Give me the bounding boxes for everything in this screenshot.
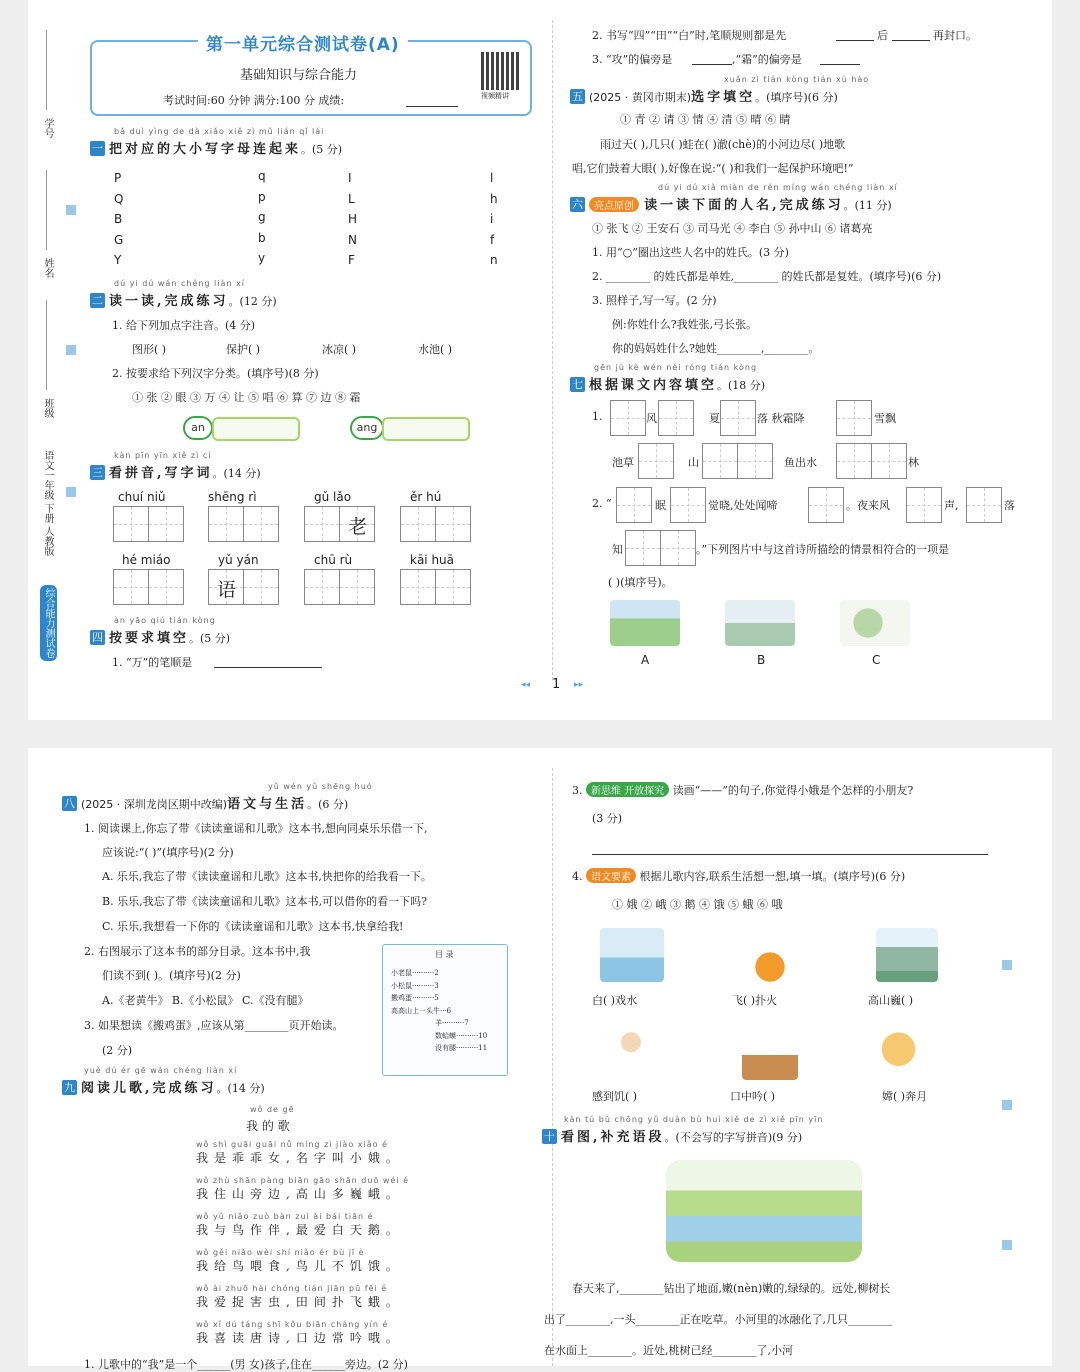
poem-picture-a (610, 600, 680, 646)
writing-cell[interactable] (658, 400, 694, 436)
question-text: 3. 如果想读《搬鸡蛋》,应该从第________页开始读。 (84, 1019, 344, 1032)
swan-picture (600, 928, 664, 982)
section-title: 读一读,完成练习 (109, 294, 229, 309)
option-b: B. 乐乐,我忘了带《读读童谣和儿歌》这本书,可以借你的看一下吗? (102, 895, 427, 908)
question-text: 2. 右图展示了这本书的部分目录。这本书中,我 (84, 945, 311, 958)
picture-label: C (872, 653, 881, 667)
side-marker (66, 487, 76, 497)
writing-cell[interactable] (304, 506, 340, 542)
writing-cell[interactable] (720, 400, 756, 436)
section-source: (2025 · 深圳龙岗区期中改编) (81, 798, 228, 811)
section-pinyin: gēn jù kè wén nèi róng tián kòng (594, 363, 758, 372)
section-number: 三 (92, 466, 103, 479)
exam-page-2 (28, 748, 1052, 1371)
question-text: 1. 用“○”圈出这些人名中的姓氏。(3 分) (592, 246, 789, 259)
char-options: ① 娥 ② 峨 ③ 鹅 ④ 饿 ⑤ 蛾 ⑥ 哦 (612, 898, 783, 911)
question-text: 1. 儿歌中的“我”是一个______(男 女)孩子,住在______旁边。(2 分) (84, 1358, 408, 1371)
writing-cell[interactable] (148, 569, 184, 605)
poem-char: 。夜来风 (846, 499, 890, 512)
question-text: 后 (877, 29, 888, 42)
poem-title: 我 的 歌 (246, 1119, 290, 1133)
section-number: 八 (64, 797, 75, 810)
poem-char: 山 (688, 456, 699, 469)
passage-line: 春天来了,________钻出了地面,嫩(nèn)嫩的,绿绿的。远处,柳树长 (572, 1282, 891, 1295)
poem-char: 落 (1004, 499, 1015, 512)
writing-cell[interactable] (836, 443, 872, 479)
side-marker (1002, 1240, 1012, 1250)
section-pinyin: dú yi dú wán chéng liàn xí (114, 279, 245, 288)
question-3: 3. 新思维 开放探究 读画“——”的句子,你觉得小娥是个怎样的小朋友? (572, 784, 914, 797)
new-thinking-tag: 新思维 开放探究 (586, 782, 669, 797)
section-10-heading (542, 1126, 802, 1145)
section-title: 选字填空 (691, 90, 756, 105)
section-pinyin: àn yāo qiú tián kòng (114, 616, 216, 625)
moth-fire-picture (748, 932, 792, 982)
question-text: 。”下列图片中与这首诗所描绘的情景相符合的一项是 (696, 543, 950, 556)
section-pinyin: yuè dú ér gē wán chéng liàn xí (84, 1066, 238, 1075)
pinyin-prompt: shēng rì (208, 490, 257, 504)
picture-label: A (641, 653, 650, 667)
section-title: 读一读下面的人名,完成练习 (644, 198, 844, 213)
question-number: 1. (592, 410, 603, 423)
section-score: 。(5 分) (301, 143, 343, 156)
section-title: 把对应的大小写字母连起来 (109, 142, 302, 157)
name-label: 姓名 (42, 258, 53, 278)
poem-char: 落 秋霜降 (757, 412, 805, 425)
section-title: 看图,补充语段 (561, 1130, 665, 1145)
fill-item: 高山巍( ) (868, 994, 914, 1007)
qr-caption: 视频精讲 (481, 92, 509, 100)
poem-char: 夏 (709, 412, 720, 425)
pinyin-prompt: chuí niǔ (118, 490, 166, 504)
question-text: 2. ________ 的姓氏都是单姓,________ 的姓氏都是复姓。(填序号)(6 分) (592, 270, 942, 283)
question-text: 应该说:“( )”(填序号)(2 分) (102, 846, 234, 859)
question-text: 们读不到( )。(填序号)(2 分) (102, 969, 241, 982)
reading-boy-picture (742, 1024, 798, 1080)
question-text: 3. 照样子,写一写。(2 分) (592, 294, 717, 307)
writing-cell[interactable] (808, 487, 844, 523)
writing-cell[interactable] (243, 569, 279, 605)
section-score: 。(11 分) (843, 199, 892, 212)
edition-band: 语文一年级 下册 人教版 (42, 450, 53, 557)
an-answer-box[interactable] (212, 417, 300, 441)
question-text: ,“霜”的偏旁是 (732, 53, 802, 66)
section-score: 。(填序号)(6 分) (755, 91, 838, 104)
section-pinyin: yǔ wén yǔ shēng huó (268, 782, 373, 791)
answer-blank[interactable] (214, 667, 322, 668)
options-line: A.《老黄牛》 B.《小松鼠》 C.《没有腿》 (102, 994, 309, 1007)
writing-cell[interactable] (435, 506, 471, 542)
writing-cell[interactable] (616, 487, 652, 523)
section-title: 看拼音,写字词 (109, 466, 213, 481)
poem-char: 林 (908, 456, 919, 469)
question-text: 2. 按要求给下列汉字分类。(填序号)(8 分) (112, 367, 319, 380)
writing-cell-filled: 老 (339, 506, 375, 542)
question-text: 3. “攻”的偏旁是 (592, 53, 673, 66)
writing-cell[interactable] (208, 506, 244, 542)
writing-cell[interactable] (610, 400, 646, 436)
section-6-heading (570, 194, 892, 213)
section-pinyin: kàn tú bǔ chōng yǔ duàn bù huì xiě de zì xiě pīn yīn (564, 1115, 824, 1124)
section-3-heading (90, 462, 261, 481)
side-marker (66, 205, 76, 215)
divider (46, 170, 47, 250)
writing-cell[interactable] (660, 530, 696, 566)
writing-cell[interactable] (625, 530, 661, 566)
writing-cell[interactable] (243, 506, 279, 542)
section-score: 。(不会写的字写拼音)(9 分) (664, 1131, 803, 1144)
class-label: 班级 (42, 398, 53, 418)
section-number: 二 (92, 294, 103, 307)
passage-line: 在水面上________。近处,桃树已经________了,小河 (544, 1344, 793, 1357)
poem-char: 声, (944, 499, 959, 512)
question-text: ( )(填序号)。 (608, 576, 673, 589)
poem-picture-b (725, 600, 795, 646)
fill-item: 嫦( )奔月 (882, 1090, 928, 1103)
section-number: 四 (92, 631, 103, 644)
divider (46, 300, 47, 390)
prev-page-icon[interactable]: ◂◂ (521, 680, 531, 690)
section-title: 语文与生活 (227, 797, 308, 812)
poem-char: 鱼出水 (784, 456, 817, 469)
fill-item: 飞( )扑火 (732, 994, 778, 1007)
section-score: 。(6 分) (307, 798, 349, 811)
poem-char: 风 (646, 412, 657, 425)
answer-line[interactable] (592, 854, 988, 855)
section-pinyin: bǎ duì yìng de dà xiǎo xiě zì mǔ lián qǐ lái (114, 127, 325, 136)
poem-body: wǒ shì guāi guāi nǚ míng zì jiào xiǎo é 我是乖乖女,名字叫小娥。 wǒ zhù shān pàng biān gāo shān duō wéi é 我住山旁边,高山多巍峨。 wǒ yǔ niǎo zuò bàn zuì ài bái tiān é 我与鸟作伴,最爱白天鹅。 wǒ gěi niǎo wèi shí niǎo ér bù jī è 我给鸟喂食,鸟儿不饥饿。 wǒ ài zhuō hài chóng tián jiān pū fēi é 我爱捉害虫,田间扑飞蛾。 wǒ xǐ dú táng shī kǒu biān cháng yín é 我喜读唐诗,口边常吟哦。 (196, 1140, 410, 1345)
char-options: ① 青 ② 请 ③ 情 ④ 清 ⑤ 晴 ⑥ 睛 (620, 113, 791, 126)
writing-cell[interactable] (966, 487, 1002, 523)
letter-column: l h i f n (490, 171, 498, 267)
writing-cell[interactable] (435, 569, 471, 605)
exam-meta: 考试时间:60 分钟 满分:100 分 成绩: (163, 94, 345, 107)
section-score: 。(12 分) (228, 295, 277, 308)
section-pinyin: xuǎn zì tián kòng tián xù hào (724, 75, 870, 84)
writing-cell[interactable] (400, 569, 436, 605)
answer-blank[interactable] (836, 40, 874, 41)
section-1-heading (90, 138, 342, 157)
section-2-heading (90, 290, 277, 309)
letter-column: P Q B G Y (114, 171, 124, 267)
mountain-picture (876, 928, 938, 982)
fill-item: 白( )戏水 (592, 994, 638, 1007)
highlight-tag: 亮点原创 (589, 197, 639, 212)
section-8-heading (62, 793, 348, 812)
score-blank (406, 106, 458, 107)
poem-char: 知 (612, 543, 623, 556)
poem-char: 池草 (612, 456, 634, 469)
poem-char: 眠 (655, 499, 666, 512)
question-score: (2 分) (102, 1044, 133, 1057)
pinyin-prompt: gǔ lǎo (314, 490, 352, 504)
writing-cell[interactable] (670, 487, 706, 523)
passage-line: 雨过天( ),几只( )蛙在( )澈(chè)的小河边尽( )地歌 (600, 138, 846, 151)
page-subtitle: 基础知识与综合能力 (240, 68, 358, 83)
writing-cell-filled: 语 (208, 569, 244, 605)
letter-column: I L H N F (348, 171, 358, 267)
example-text: 例:你姓什么?我姓张,弓长张。 (612, 318, 758, 331)
section-score: 。(5 分) (189, 632, 231, 645)
side-marker (1002, 1100, 1012, 1110)
writing-cell[interactable] (836, 400, 872, 436)
key-element-tag: 语文要素 (586, 868, 636, 883)
section-4-heading (90, 627, 230, 646)
toc-title: 目 录 (435, 950, 454, 959)
fill-item: 感到饥( ) (592, 1090, 638, 1103)
section-score: 。(14 分) (212, 467, 261, 480)
poem-picture-c (840, 600, 910, 646)
question-number: 2. “ (592, 497, 612, 510)
section-source: (2025 · 黄冈市期末) (589, 91, 692, 104)
writing-cell[interactable] (400, 506, 436, 542)
section-number: 一 (92, 142, 103, 155)
pinyin-prompt: chū rù (314, 553, 353, 567)
question-text: 2. 书写“四”“田”“白”时,笔顺规则都是先 (592, 29, 787, 42)
student-number-label: 学号 (42, 118, 53, 138)
an-leaf: an (183, 416, 213, 440)
letter-column: q p g b y (258, 169, 266, 265)
next-page-icon[interactable]: ▸▸ (574, 680, 584, 690)
spring-scene-picture (666, 1160, 862, 1262)
side-marker (1002, 960, 1012, 970)
writing-cell[interactable] (702, 443, 738, 479)
section-number: 六 (572, 198, 583, 211)
table-of-contents (382, 944, 508, 1076)
section-number: 五 (572, 90, 583, 103)
passage-line: 出了________,一头________正在吃草。小河里的冰融化了,几只________ (544, 1313, 892, 1326)
toc-list: 小老鼠··········2 小松鼠··········3 搬鸡蛋··········5 高高山上一头牛···6 羊··········7 数蛤蟆··········10 没有腿··········11 (391, 969, 488, 1052)
poem-char: 觉晓,处处闻啼 (708, 499, 778, 512)
pinyin-blank-item: 水池( ) (418, 343, 453, 356)
question-text: 你的妈妈姓什么?她姓________,________。 (612, 342, 820, 355)
writing-cell[interactable] (148, 506, 184, 542)
divider (46, 30, 47, 110)
pinyin-blank-item: 图形( ) (132, 343, 167, 356)
section-title: 根据课文内容填空 (589, 378, 718, 393)
writing-cell[interactable] (906, 487, 942, 523)
pinyin-prompt: ěr hú (410, 490, 442, 504)
side-marker (66, 345, 76, 355)
poem-title-pinyin: wǒ de gē (250, 1105, 295, 1114)
hungry-girl-picture (608, 1026, 654, 1080)
section-number: 七 (572, 378, 583, 391)
qr-code-icon (481, 52, 519, 90)
column-divider (552, 20, 553, 680)
name-options: ① 张飞 ② 王安石 ③ 司马光 ④ 李白 ⑤ 孙中山 ⑥ 诸葛亮 (592, 222, 873, 235)
writing-cell[interactable] (113, 506, 149, 542)
passage-line: 唱,它们鼓着大眼( ),好像在说:“( )和我们一起保护环境吧!” (572, 162, 854, 175)
writing-cell[interactable] (871, 443, 907, 479)
pinyin-prompt: yǔ yán (218, 553, 259, 567)
pinyin-prompt: kāi huā (410, 553, 455, 567)
section-number: 九 (64, 1081, 75, 1094)
section-score: 。(18 分) (717, 379, 766, 392)
question-score: (3 分) (592, 812, 623, 825)
section-pinyin: kàn pīn yīn xiě zì cí (114, 451, 212, 460)
exam-page-1 (28, 0, 1052, 720)
option-c: C. 乐乐,我想看一下你的《读读童谣和儿歌》这本书,快拿给我! (102, 920, 404, 933)
writing-cell[interactable] (113, 569, 149, 605)
answer-blank[interactable] (820, 64, 860, 65)
pinyin-prompt: hé miáo (122, 553, 171, 567)
writing-cell[interactable] (304, 569, 340, 605)
page-title: 第一单元综合测试卷(A) (198, 30, 408, 55)
pinyin-blank-item: 冰凉( ) (322, 343, 357, 356)
poem-char: 雪飘 (874, 412, 896, 425)
page-number: 1 (552, 677, 561, 692)
change-moon-picture (876, 1024, 926, 1080)
ang-leaf: ang (350, 416, 384, 440)
ang-answer-box[interactable] (382, 417, 470, 441)
section-7-heading (570, 374, 765, 393)
section-title: 按要求填空 (109, 631, 190, 646)
section-score: 。(14 分) (216, 1082, 265, 1095)
char-options: ① 张 ② 眼 ③ 万 ④ 让 ⑤ 唱 ⑥ 算 ⑦ 边 ⑧ 霜 (132, 391, 361, 404)
question-text: 再封口。 (933, 29, 977, 42)
question-4: 4. 语文要素 根据儿歌内容,联系生活想一想,填一填。(填序号)(6 分) (572, 870, 906, 883)
fill-item: 口中吟( ) (730, 1090, 776, 1103)
pinyin-blank-item: 保护( ) (226, 343, 261, 356)
question-text: 1. 阅读课上,你忘了带《读读童谣和儿歌》这本书,想向同桌乐乐借一下, (84, 822, 428, 835)
writing-cell[interactable] (339, 569, 375, 605)
column-divider (552, 768, 553, 1366)
option-a: A. 乐乐,我忘了带《读读童谣和儿歌》这本书,快把你的给我看一下。 (102, 870, 432, 883)
section-title: 阅读儿歌,完成练习 (81, 1081, 217, 1096)
picture-label: B (757, 653, 766, 667)
section-number: 十 (544, 1130, 555, 1143)
writing-cell[interactable] (737, 443, 773, 479)
answer-blank[interactable] (892, 40, 930, 41)
answer-blank[interactable] (692, 64, 732, 65)
writing-cell[interactable] (638, 443, 674, 479)
section-5-heading (570, 86, 838, 105)
question-text: 1. 给下列加点字注音。(4 分) (112, 319, 256, 332)
section-pinyin: dú yi dú xià miàn de rén míng wán chéng liàn xí (658, 183, 898, 192)
brand-band: 综合能力测试卷 (40, 585, 57, 661)
section-9-heading (62, 1077, 265, 1096)
question-text: 1. “万”的笔顺是 (112, 656, 193, 669)
